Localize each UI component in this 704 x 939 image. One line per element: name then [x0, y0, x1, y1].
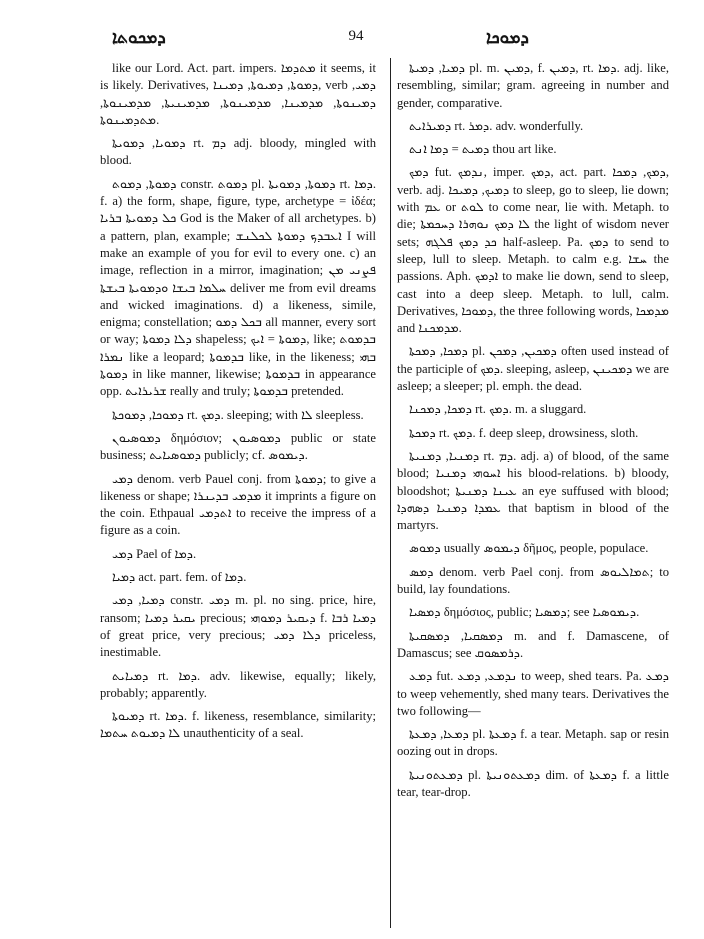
dictionary-entry: ܕܡܝܐ, ܕܡܝ constr. ܕܡܝ m. pl. no sing. price, hire, ransom; ܝܩܝܪ ܕܡܝܐ precious; ܕܝܩܝܪ ܕܡܘܗܝ f. ܕܡܝܐ ܪܒܐ of great price, very precious; ܕܠܐ ܕܡܝ priceless, inestimable.: [100, 593, 377, 660]
left-column: [100, 60, 376, 749]
dictionary-entry: ܕܡܝܘܬܐ rt. ܕܡܐ. f. likeness, resemblance, similarity; ܠܐ ܕܡܝܘܬ ܚܬܡܐ unauthenticity of a seal.: [100, 709, 376, 741]
dictionary-entry: ܕܡܝܪܐܝܬ rt. ܕܡܪ. adv. wonderfully.: [409, 118, 584, 133]
dictionary-entry: ܕܡܝܬ = ܕܡܐ ܐܢܬ thou art like.: [409, 142, 557, 157]
dictionary-entry: ܕܡܥܐ, ܕܡܥܬܐ pl. ܕܡܥܬܐ f. a tear. Metaph. sap or resin oozing out in drops.: [397, 727, 669, 759]
dictionary-entry: ܕܡܘܣ usually ܕܝܡܘܣ δῆμος, people, populace.: [409, 541, 649, 556]
dictionary-entry: ܕܡܣܩܝܐ, ܕܡܣܩܝܬܐ m. and f. Damascene, of Damascus; see ܕܪܡܣܘܩ.: [397, 628, 669, 660]
dictionary-entry: ܕܡܥ fut. ܢܕܡܥ, ܕܡܥ to weep, shed tears. Pa. ܕܡܥ to weep vehemently, shed many tears. Derivatives the two following—: [397, 669, 670, 718]
dictionary-entry: ܕܡܣܝܐ δημόσιος, public; ܕܡܣܝܐ; see ܕܝܡܘܣܝܐ.: [409, 605, 640, 620]
dictionary-entry: like our Lord. Act. part. impers. ܡܬܕܡܐ it seems, it is likely. Derivatives, ܕܡܘܬܐ, ܕܡܝܘܬܐ, ܕܡܝܢܐ, verb ܕܡܝ, ܕܡܝܢܘܬܐ, ܡܕܡܝܢܐ, ܡܕܡܝܢܘܬܐ, ܡܕܡܝܢܝܬܐ, ܡܕܡܝܢܘܬܐ, ܡܬܕܡܝܢܘܬܐ.: [100, 61, 377, 127]
dictionary-entry: ܕܡܟܐ, ܕܡܟܬܐ pl. ܕܡܟܝܢ, ܕܡܟܢ often used instead of the participle of ܕܡܟ. sleeping, asleep, ܕܡܟܝܢܢ we are asleep; a sleeper; pl. emph. the dead.: [397, 344, 670, 394]
dictionary-entry: ܕܡܣ denom. verb Pael conj. from ܬܡܐܠܝܘܣ; to build, lay foundations.: [397, 564, 669, 597]
dictionary-entry: ܕܡܟ fut. ܢܕܡܟ, imper. ܕܡܟ, act. part. ܕܡܟ, ܕܡܟܐ, verb. adj. ܕܡܝܟ, ܕܡܝܟܐ to sleep, go to sleep, lie down; with ܥܡ or ܠܘܬ to come near, lie with. Metaph. to die; ܠܐ ܕܡܟ ܢܘܗܪܐ ܕܚܟܡܬܐ the light of wisdom never sets; ܟܕ ܕܡܟ ܦܠܓܗ half-asleep. Pa. ܕܡܟ to send to sleep, lull to sleep. Metaph. to calm e.g. ܚܫܐ the passions. Aph. ܐܕܡܟ to make lie down, send to sleep, cast into a deep sleep. Metaph. to lull, calm. Derivatives, ܕܡܘܟܐ, the three following words, ܡܕܡܟܐ and ܡܕܡܟܢܐ.: [397, 165, 670, 336]
dictionary-entry: ܕܡܘܣܝܘܢ δημόσιον; ܕܡܘܣܝܘܢ public or state business; ܕܡܘܣܝܐܝܬ publicly; cf. ܕܝܡܘܣ.: [100, 430, 376, 463]
dictionary-entry: ܕܡܝ Pael of ܕܡܐ.: [112, 546, 197, 561]
dictionary-entry: ܕܡܥܬܘܢܝܬܐ pl. ܕܡܥܬܘܢܝܬܐ dim. of ܕܡܥܬܐ f. a little tear, tear-drop.: [397, 767, 669, 799]
page-header: [0, 24, 704, 54]
dictionary-entry: ܕܡܟܐ, ܕܡܟܢܐ rt. ܕܡܟ. m. a sluggard.: [409, 402, 587, 417]
dictionary-entry: ܕܡܝܐܝܬ rt. ܕܡܐ. adv. likewise, equally; likely, probably; apparently.: [100, 668, 377, 700]
running-head-right: ܕܡܘܟܐ: [486, 28, 529, 48]
dictionary-entry: ܕܡܘܝܐ, ܕܡܘܝܬܐ rt. ܕܡ adj. bloody, mingled with blood.: [100, 136, 377, 168]
running-head-left: ܕܡܟܘܬܐ: [112, 28, 166, 48]
dictionary-entry: ܕܡܟܬܐ rt. ܕܡܟ. f. deep sleep, drowsiness, sloth.: [409, 425, 639, 440]
dictionary-entry: ܕܡܝܐ act. part. fem. of ܕܡܐ.: [112, 570, 247, 585]
dictionary-entry: ܕܡܝ denom. verb Pauel conj. from ܕܡܘܬܐ; to give a likeness or shape; ܡܕܡܝ ܒܕܝܢܪܐ it imprints a figure on the coin. Ethpaual ܐܬܕܡܝ to receive the impress of a figure as a coin.: [100, 471, 377, 538]
right-column: [397, 60, 669, 807]
dictionary-entry: ܕܡܝܐ, ܕܡܝܬܐ pl. m. ܕܡܝܢ, f. ܕܡܝܢ, rt. ܕܡܐ. adj. like, resembling, similar; gram. agreeing in number and gender, comparative.: [397, 61, 670, 110]
page-number: 94: [348, 28, 364, 44]
column-divider: [390, 58, 391, 928]
dictionary-entry: ܕܡܘܟܐ, ܕܡܘܟܬܐ rt. ܕܡܟ. sleeping; with ܠܐ sleepless.: [112, 407, 364, 422]
dictionary-entry: ܕܡܢܝܐ, ܕܡܢܝܬܐ rt. ܕܡ. adj. a) of blood, of the same blood; ܐܚܘܗܝ ܕܡܢܝܐ his blood-relations. b) bloody, bloodshot; ܥܝܢܐ ܕܡܢܝܬܐ an eye suffused with blood; ܥܡܕܐ ܕܡܢܝܐ ܕܣܗܕܐ that baptism in blood of the martyrs.: [397, 448, 670, 533]
dictionary-entry: ܕܡܘܬܐ, ܕܡܘܬ constr. ܕܡܘܬ pl. ܕܡܘܬܐ, ܕܡܘܝܬܐ rt. ܕܡܐ. f. a) the form, shape, figure, type, archetype = ἰδέα; ܟܠ ܕܡܘܝܬܐ ܒܪܝܐ God is the Maker of all archetypes. b) a pattern, plan, example; ܐܥܒܕܟ ܕܡܘܬܐ ܠܟܠܢܫ I will make an example of you for evil to every one. c) an image, reflection in a mirror, imagination; ܦܨܢܝ ܡܢ ܚܠܡܐ ܒܝܫܐ ܘܕܡܘܝܬܐ ܒܝܫܬܐ deliver me from evil dreams and wicked imaginations. d) a likeness, simile, enigma; constellation; ܒܟܠ ܕܡܘ all manner, every sort or way; ܕܠܐ ܕܡܘܬܐ shapeless; ܕܡܘܬܐ = ܐܝܟ, like; ܒܕܡܘܬ ܢܡܪܐ like a leopard; ܒܕܡܘܬܐ like, in the likeness; ܒܗܝ ܕܡܘܬܐ in like manner, likewise; ܒܕܡܘܬܐ in appearance opp. ܫܪܝܪܐܝܬ really and truly; ܒܕܡܘܬܐ pretended.: [100, 176, 377, 399]
